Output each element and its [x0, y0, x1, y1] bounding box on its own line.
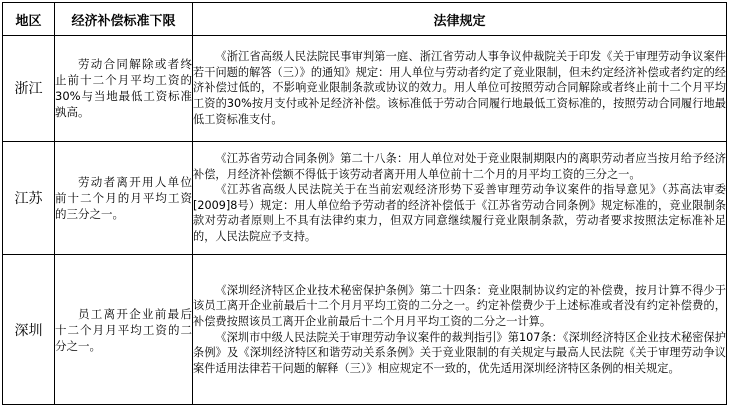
header-standard: 经济补偿标准下限: [55, 3, 193, 36]
law-paragraph: 《江苏省劳动合同条例》第二十八条：用人单位对处于竞业限制期限内的离职劳动者应当按月给予经济补偿，月经济补偿额不得低于该劳动者离开用人单位前十二个月的月平均工资的三分之一。: [193, 152, 726, 181]
table-row: [3, 36, 727, 142]
region-cell: 浙江: [3, 36, 55, 142]
comparison-table: [2, 2, 727, 405]
header-law: 法律规定: [193, 3, 727, 36]
law-paragraph: 《深圳经济特区企业技术秘密保护条例》第二十四条：竞业限制协议约定的补偿费，按月计算不得少于该员工离开企业前最后十二个月月平均工资的二分之一。约定补偿费少于上述标准或者没有约定补偿费的，补偿费按照该员工离开企业前最后十二个月月平均工资的二分之一计算。: [193, 283, 726, 328]
standard-cell: [55, 36, 193, 142]
header-region: 地区: [3, 3, 55, 36]
standard-text: 劳动者离开用人单位前十二个月的月平均工资的三分之一。: [55, 174, 192, 221]
law-cell: [193, 141, 727, 255]
header-row: [3, 3, 727, 36]
law-paragraph: 《浙江省高级人民法院民事审判第一庭、浙江省劳动人事争议仲裁院关于印发《关于审理劳动争议案件若干问题的解答（三）》的通知》规定：用人单位与劳动者约定了竞业限制，但未约定经济补偿或者约定的经济补偿过低的，不影响竞业限制条款或协议的效力。用人单位可按照劳动合同解除或者终止前十二个月平均工资的30%按月支付或补足经济补偿。该标准低于劳动合同履行地最低工资标准的，按照劳动合同履行地最低工资标准支付。: [193, 50, 726, 126]
standard-cell: [55, 141, 193, 255]
law-cell: [193, 255, 727, 405]
region-cell: 深圳: [3, 255, 55, 405]
law-paragraph: 《江苏省高级人民法院关于在当前宏观经济形势下妥善审理劳动争议案件的指导意见》（苏高法审委[2009]8号）规定：用人单位给予劳动者的经济补偿低于《江苏省劳动合同条例》规定标准的，竞业限制条款对劳动者原则上不具有法律约束力，但双方同意继续履行竞业限制条款，劳动者要求按照法定标准补足的，人民法院应予支持。: [193, 183, 726, 244]
table-row: [3, 141, 727, 255]
standard-text: 劳动合同解除或者终止前十二个月平均工资的30%与当地最低工资标准孰高。: [55, 57, 192, 120]
region-cell: 江苏: [3, 141, 55, 255]
table-row: [3, 255, 727, 405]
standard-text: 员工离开企业前最后十二个月月平均工资的二分之一。: [55, 306, 192, 353]
law-paragraph: 《深圳市中级人民法院关于审理劳动争议案件的裁判指引》第107条：《深圳经济特区企业技术秘密保护条例》及《深圳经济特区和谐劳动关系条例》关于竞业限制的有关规定与最高人民法院《关于审理劳动争议案件适用法律若干问题的解释（三）》相应规定不一致的，优先适用深圳经济特区条例的相关规定。: [193, 330, 726, 375]
law-cell: [193, 36, 727, 142]
standard-cell: [55, 255, 193, 405]
